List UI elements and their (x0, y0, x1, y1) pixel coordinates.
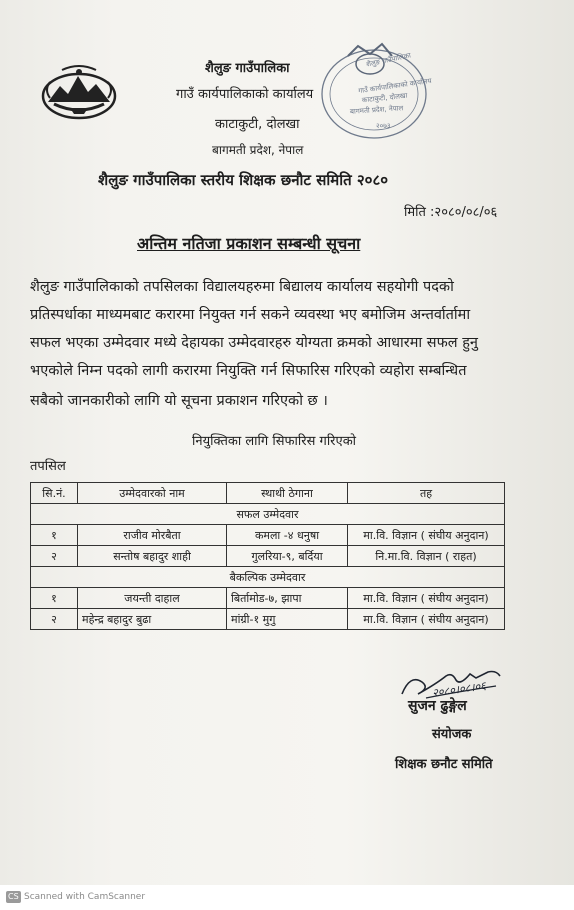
body-line: सफल भएका उम्मेदवार मध्ये देहायका उम्मेदवारहरु योग्यता क्रमको आधारमा सफल हुनु (30, 335, 478, 351)
group-row (31, 567, 505, 588)
signatory-committee: शिक्षक छनौट समिति (395, 757, 493, 772)
body-line: भएकोले निम्न पदको लागी करारमा नियुक्ति गर्न सिफारिस गरिएको व्यहोरा सम्बन्धित (30, 363, 467, 379)
stamp-text-3: काटाकुटी, दोलखा (361, 91, 408, 105)
row-address: बिर्तामोड-७, झापा (227, 588, 348, 609)
notice-date: मिति :२०८०/०८/०६ (404, 205, 498, 220)
office-address: काटाकुटी, दोलखा (215, 117, 300, 132)
table-row (31, 525, 505, 546)
group-alternate-label: बैकल्पिक उम्मेदवार (31, 567, 505, 588)
row-level: मा.वि. विज्ञान ( संघीय अनुदान) (348, 588, 505, 609)
camscanner-text: Scanned with CamScanner (24, 892, 146, 902)
row-level: मा.वि. विज्ञान ( संघीय अनुदान) (348, 525, 505, 546)
scanner-footer (0, 885, 574, 910)
signature-date: २०८०।०८।०६ (431, 679, 487, 700)
header-cell: सि.नं. (31, 483, 78, 504)
committee-title: शैलुङ गाउँपालिका स्तरीय शिक्षक छनौट समिति २०८० (98, 171, 389, 189)
office-name: गाउँ कार्यपालिकाको कार्यालय (176, 87, 314, 102)
row-serial: १ (31, 525, 78, 546)
office-stamp (318, 42, 436, 142)
nepal-government-emblem (40, 62, 118, 122)
notice-title: अन्तिम नतिजा प्रकाशन सम्बन्धी सूचना (137, 234, 361, 253)
row-name: सन्तोष बहादुर शाही (78, 546, 227, 567)
row-address: कमला -४ धनुषा (227, 525, 348, 546)
row-serial: १ (31, 588, 78, 609)
recommend-heading: नियुक्तिका लागि सिफारिस गरिएको (192, 434, 357, 449)
body-line: सबैको जानकारीको लागि यो सूचना प्रकाशन गरिएको छ । (30, 393, 328, 409)
table-row (31, 546, 505, 567)
row-serial: २ (31, 546, 78, 567)
signatory-name: सुजन ढुङ्गेल (408, 698, 467, 714)
row-name: महेन्द्र बहादुर बुढा (78, 609, 227, 630)
header-cell: तह (348, 483, 505, 504)
tapasil-label: तपसिल (30, 459, 66, 474)
row-name: जयन्ती दाहाल (78, 588, 227, 609)
stamp-text-4: बागमती प्रदेश, नेपाल (349, 104, 404, 116)
candidates-table (30, 482, 505, 630)
stamp-text-1: शैलुङ गाउँपालिका (365, 51, 412, 69)
body-line: प्रतिस्पर्धाका माध्यमबाट करारमा नियुक्त गर्न सकने व्यवस्था भए बमोजिम अन्तर्वार्तामा (30, 307, 471, 323)
group-success-label: सफल उम्मेदवार (31, 504, 505, 525)
stamp-text-5: २०७३ (376, 122, 391, 130)
group-row (31, 504, 505, 525)
row-serial: २ (31, 609, 78, 630)
stamp-text-2: गाउँ कार्यपालिकाको कार्यालय (357, 76, 433, 96)
row-address: गुलरिया-९, बर्दिया (227, 546, 348, 567)
signatory-role: संयोजक (432, 727, 472, 742)
table-header-row (31, 483, 505, 504)
province-name: बागमती प्रदेश, नेपाल (212, 143, 304, 157)
header-cell: स्थाथी ठेगाना (227, 483, 348, 504)
row-level: नि.मा.वि. विज्ञान ( राहत) (348, 546, 505, 567)
body-line: शैलुङ गाउँपालिकाको तपसिलका विद्यालयहरुमा बिद्यालय कार्यालय सहयोगी पदको (30, 279, 454, 295)
camscanner-logo: CS (8, 892, 19, 901)
table-row (31, 588, 505, 609)
header-cell: उम्मेदवारको नाम (78, 483, 227, 504)
table-row (31, 609, 505, 630)
row-level: मा.वि. विज्ञान ( संघीय अनुदान) (348, 609, 505, 630)
municipality-name: शैलुङ गाउँपालिका (205, 61, 290, 76)
row-name: राजीव मोरबैता (78, 525, 227, 546)
row-address: मांग्री-१ मुगु (227, 609, 348, 630)
